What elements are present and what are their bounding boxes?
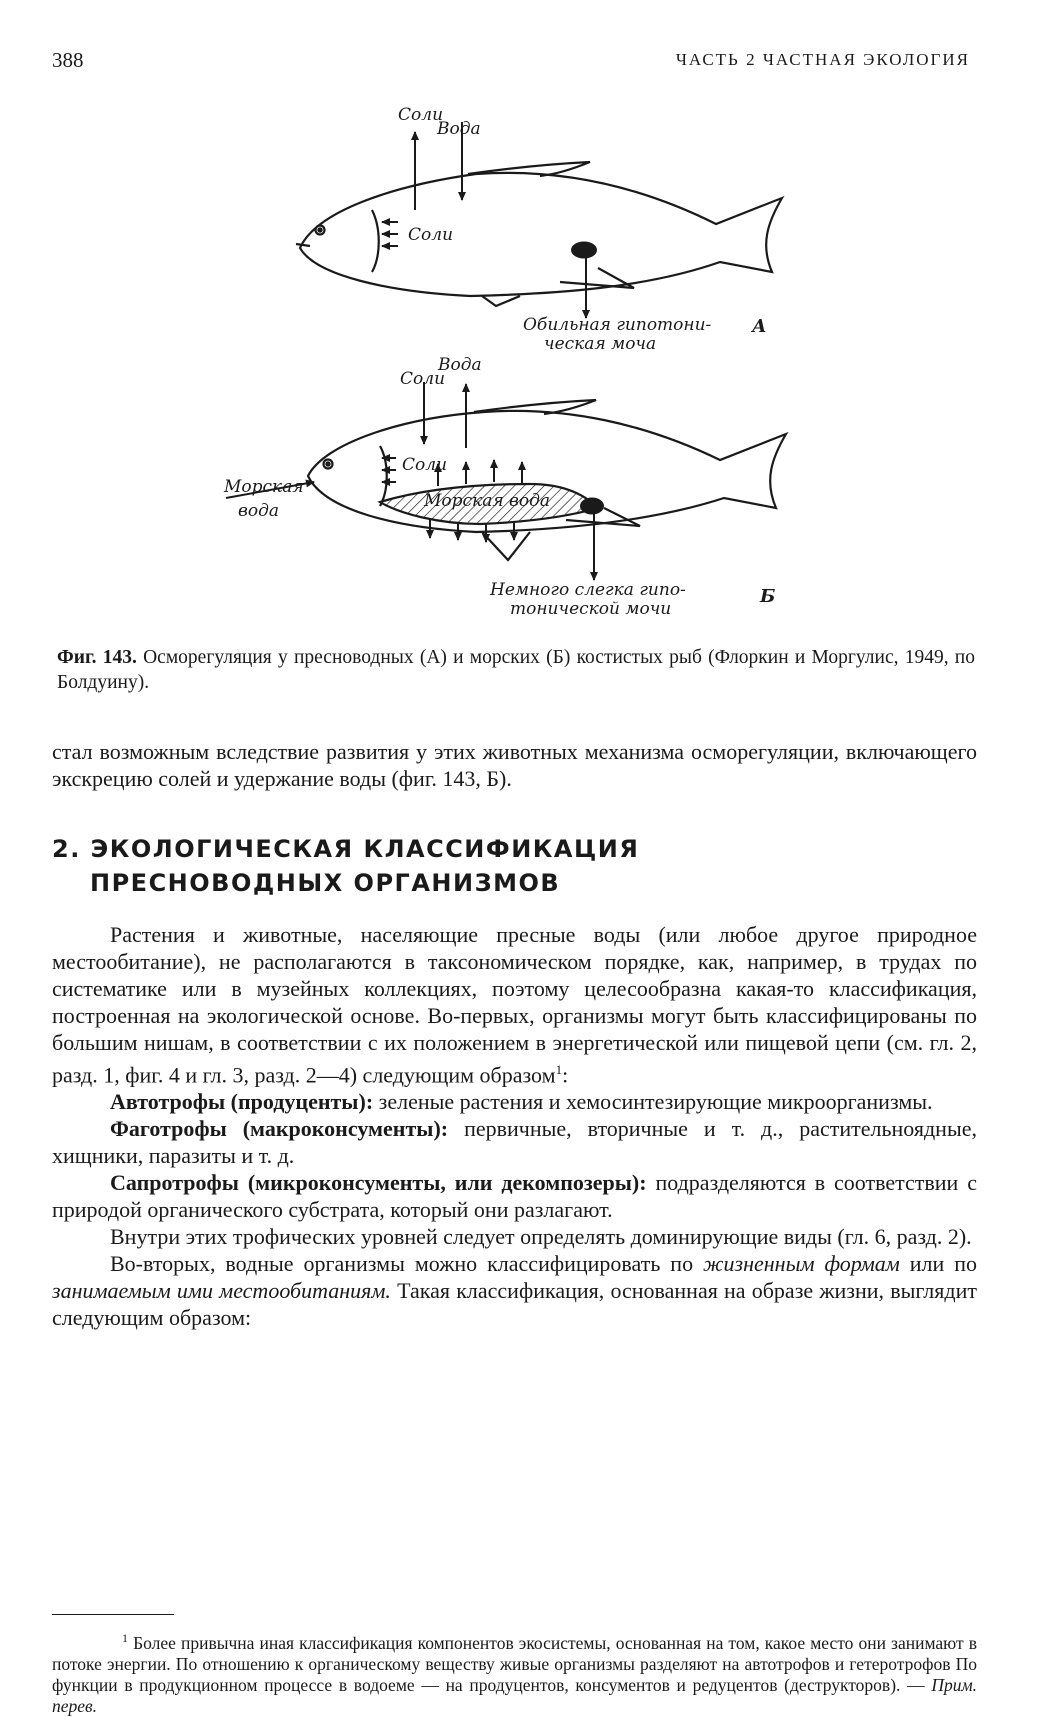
saprotrophs-paragraph: [52, 1169, 977, 1223]
footnote-ref: 1: [555, 1062, 563, 1077]
fish-a-urine-line2: ческая моча: [544, 334, 657, 354]
fish-b-letter: Б: [760, 586, 776, 607]
second-classification-paragraph: [52, 1250, 977, 1331]
footnote-text: Более привычна иная классификация компонентов экосистемы, основанная на том, какое место они занимают в потоке энергии. По отношению к органическому веществу живые организмы разделяют на автотрофов и гетеротрофов По функции в продукционном процессе в водоеме — на продуцентов, консументов и редуцентов (деструкторов). —: [52, 1632, 977, 1695]
fish-a-gill-salts-label: Соли: [408, 225, 454, 245]
fish-b-gut-label: Морская вода: [424, 491, 551, 511]
life-forms-term: жизненным формам: [703, 1251, 900, 1277]
habitats-term: занимаемым ими местообитаниям.: [52, 1278, 391, 1304]
fish-a-letter: А: [752, 316, 767, 337]
section-body: [52, 921, 977, 1331]
running-head: ЧАСТЬ 2 ЧАСТНАЯ ЭКОЛОГИЯ: [675, 50, 970, 69]
dominants-paragraph: Внутри этих трофических уровней следует определять доминирующие виды (гл. 6, разд. 2).: [110, 1224, 972, 1250]
footnote-rule: [52, 1614, 174, 1615]
second-text-a: Во-вторых, водные организмы можно классифицировать по: [110, 1251, 704, 1277]
intro-end: :: [562, 1062, 569, 1088]
fish-b-gill-salts-label: Соли: [402, 455, 448, 475]
autotrophs-paragraph: [52, 1088, 977, 1115]
footnote-mark: 1: [122, 1631, 128, 1645]
fish-b-kidney: [580, 498, 604, 515]
saprotrophs-text: подразделяются в соответствии с природой органического субстрата, который они разлагают.: [52, 1170, 977, 1223]
intro-text: Растения и животные, населяющие пресные воды (или любое другое природное местообитание), не располагаются в таксономическом порядке, как, например, в трудах по систематике или в музейных коллекциях, поэтому целесообразна какая-то классификация, построенная на экологической основе. Во-первых, организмы могут быть классифицированы по большим нишам, в соответствии с их положением в энергетической или пищевой цепи (см. гл. 2, разд. 1, фиг. 4 и гл. 3, разд. 2—4) следующим образом: [52, 922, 977, 1088]
saprotrophs-term: Сапротрофы (микроконсументы, или декомпозеры):: [110, 1170, 647, 1196]
fish-b-urine-line2: тонической мочи: [510, 599, 672, 619]
autotrophs-text: зеленые растения и хемосинтезирующие микроорганизмы.: [373, 1089, 933, 1115]
fish-b-sea-water-line1: Морская: [224, 477, 304, 497]
autotrophs-term: Автотрофы (продуценты):: [110, 1089, 374, 1115]
section-heading: [52, 832, 639, 900]
figure-143-osmoregulation: [0, 0, 1038, 640]
page-number: 388: [52, 48, 84, 72]
section-heading-line1: 2. ЭКОЛОГИЧЕСКАЯ КЛАССИФИКАЦИЯ: [52, 835, 640, 863]
fish-b-water-label: Вода: [438, 355, 482, 375]
fish-a-urine-line1: Обильная гипотони-: [523, 315, 712, 335]
second-text-c: Такая классификация, основанная на образе жизни, выглядит следующим образом:: [52, 1278, 977, 1331]
caption-text: Осморегуляция у пресноводных (А) и морских (Б) костистых рыб (Флоркин и Моргулис, 1949, по Болдуину).: [57, 647, 975, 693]
fish-a-drawing: [296, 162, 782, 306]
footnote-translator-note: Прим. перев.: [52, 1674, 977, 1716]
phagotrophs-term: Фаготрофы (макроконсументы):: [110, 1116, 449, 1142]
fish-b-drawing: [308, 400, 786, 560]
fish-a-water-label: Вода: [437, 119, 481, 139]
fish-a-kidney: [571, 242, 597, 259]
intro-paragraph: [52, 921, 977, 1088]
second-text-b: или по: [899, 1251, 977, 1277]
fish-b-sea-water-line2: вода: [238, 501, 280, 521]
phagotrophs-paragraph: [52, 1115, 977, 1169]
continuation-paragraph: стал возможным вследствие развития у этих животных механизма осморегуляции, включающего экскрецию солей и удержание воды (фиг. 143, Б).: [52, 739, 977, 791]
figure-caption: [57, 645, 975, 695]
section-heading-line2: ПРЕСНОВОДНЫХ ОРГАНИЗМОВ: [90, 869, 561, 897]
footnote: [52, 1628, 977, 1717]
fish-b-salts-label: Соли: [400, 369, 446, 389]
caption-label: Фиг. 143.: [57, 647, 137, 668]
fish-b-urine-line1: Немного слегка гипо-: [490, 580, 686, 600]
phagotrophs-text: первичные, вторичные и т. д., растительноядные, хищники, паразиты и т. д.: [52, 1116, 978, 1169]
fish-a-salts-label: Соли: [398, 105, 444, 125]
